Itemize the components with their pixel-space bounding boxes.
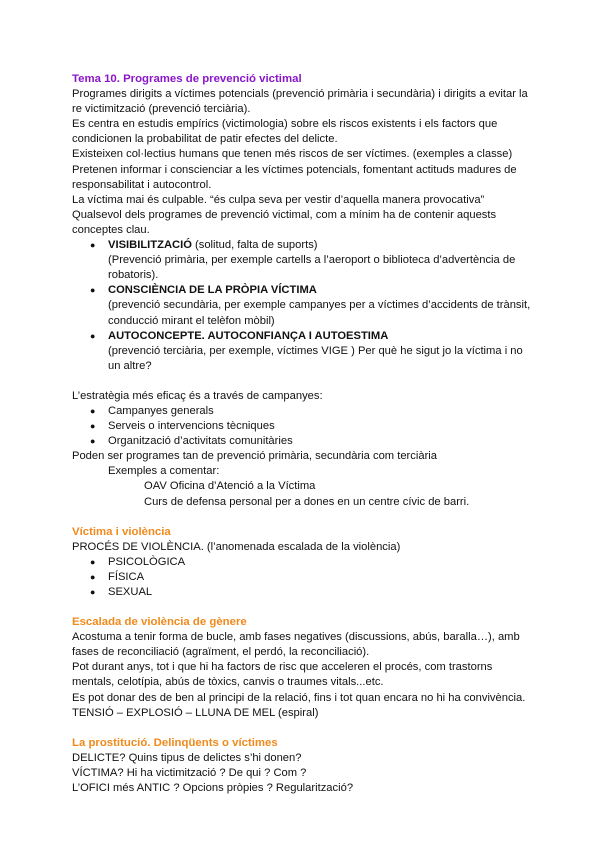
list-item bbox=[72, 283, 532, 298]
paragraph: Acostuma a tenir forma de bucle, amb fases negatives (discussions, abús, baralla…), amb fases de reconciliació (agraïment, el perdó, la reconciliació). bbox=[72, 631, 520, 659]
list-item bbox=[72, 419, 532, 434]
bullet-icon: ● bbox=[90, 330, 96, 341]
concept-label: VISIBILITZACIÓ bbox=[108, 239, 192, 252]
bullet-icon: ● bbox=[90, 421, 96, 432]
list-item bbox=[72, 329, 532, 344]
document-content bbox=[72, 72, 532, 796]
bullet-icon: ● bbox=[90, 571, 96, 582]
section-title-violence: Víctima i violència bbox=[72, 525, 171, 538]
concept-suffix: (solitud, falta de suports) bbox=[191, 239, 318, 252]
list-item bbox=[72, 555, 532, 570]
bullet-icon: ● bbox=[90, 556, 96, 567]
list-item-text: PSICOLÒGICA bbox=[108, 555, 186, 568]
bullet-icon: ● bbox=[90, 587, 96, 597]
example-item: OAV Oficina d’Atenció a la Víctima bbox=[144, 480, 316, 493]
list-item-text: Serveis o intervencions tècniques bbox=[108, 420, 275, 433]
section-title-escalation: Escalada de violència de gènere bbox=[72, 616, 247, 629]
spacer bbox=[72, 510, 532, 525]
paragraph: L’estratègia més eficaç és a través de campanyes: bbox=[72, 389, 323, 402]
concept-detail: (Prevenció primària, per exemple cartells a l’aeroport o biblioteca d’advertència de robatoris). bbox=[108, 254, 516, 282]
spacer bbox=[72, 721, 532, 736]
list-item-text: FÍSICA bbox=[108, 570, 145, 583]
paragraph: TENSIÓ – EXPLOSIÓ – LLUNA DE MEL (espiral) bbox=[72, 706, 319, 719]
section-title-prevention: Tema 10. Programes de prevenció victimal bbox=[72, 73, 302, 85]
example-item: Curs de defensa personal per a dones en un centre cívic de barri. bbox=[144, 495, 470, 508]
list-item bbox=[72, 404, 532, 419]
paragraph: Qualsevol dels programes de prevenció victimal, com a mínim ha de contenir aquests conceptes clau. bbox=[72, 208, 497, 236]
list-item-text: Campanyes generals bbox=[108, 404, 214, 417]
paragraph: La víctima mai és culpable. “és culpa seva per vestir d’aquella manera provocativa” bbox=[72, 193, 485, 206]
concept-detail: (prevenció secundària, per exemple campanyes per a víctimes d’accidents de trànsit, conducció mirant el telèfon mòbil) bbox=[108, 299, 531, 327]
paragraph: L’OFICI més ANTIC ? Opcions pròpies ? Regularització? bbox=[72, 782, 354, 795]
examples-label: Exemples a comentar: bbox=[108, 465, 220, 478]
paragraph: DELICTE? Quins tipus de delictes s’hi donen? bbox=[72, 751, 302, 764]
strategy-list bbox=[72, 404, 532, 449]
list-item bbox=[72, 585, 532, 600]
bullet-icon: ● bbox=[90, 285, 96, 296]
bullet-icon: ● bbox=[90, 436, 96, 447]
list-item bbox=[72, 434, 532, 449]
spacer bbox=[72, 600, 532, 615]
paragraph: VÍCTIMA? Hi ha victimització ? De qui ? Com ? bbox=[72, 766, 307, 779]
bullet-icon: ● bbox=[90, 240, 96, 251]
paragraph: Pot durant anys, tot i que hi ha factors de risc que acceleren el procés, com trastorns mentals, celotípia, abús de tòxics, canvis o traumes vitals...etc. bbox=[72, 661, 493, 689]
concept-detail: (prevenció terciària, per exemple, víctimes VIGE ) Per què he sigut jo la víctima i no un altre? bbox=[108, 344, 523, 372]
list-item-text: Organització d’activitats comunitàries bbox=[108, 435, 293, 448]
paragraph: Existeixen col·lectius humans que tenen més riscos de ser víctimes. (exemples a classe) bbox=[72, 148, 513, 161]
list-item-text: SEXUAL bbox=[108, 586, 153, 598]
paragraph: Programes dirigits a víctimes potencials (prevenció primària i secundària) i dirigits a evitar la re victimització (prevenció terciària). bbox=[72, 88, 528, 116]
paragraph: Es centra en estudis empírics (victimologia) sobre els riscos existents i els factors que condicionen la probabilitat de patir efectes del delicte. bbox=[72, 118, 498, 146]
concept-label: AUTOCONCEPTE. AUTOCONFIANÇA I AUTOESTIMA bbox=[108, 329, 389, 342]
paragraph: PROCÉS DE VIOLÈNCIA. (l’anomenada escalada de la violència) bbox=[72, 540, 401, 553]
list-item bbox=[72, 570, 532, 585]
bullet-icon: ● bbox=[90, 405, 96, 416]
paragraph: Poden ser programes tan de prevenció primària, secundària com terciària bbox=[72, 450, 438, 463]
paragraph: Es pot donar des de ben al principi de la relació, fins i tot quan encara no hi ha convivència. bbox=[72, 691, 526, 704]
paragraph: Pretenen informar i conscienciar a les víctimes potencials, fomentant actituds madures de responsabilitat i autocontrol. bbox=[72, 163, 517, 191]
section-title-prostitution: La prostitució. Delinqüents o víctimes bbox=[72, 736, 278, 749]
key-concepts-list-2 bbox=[72, 283, 532, 298]
key-concepts-list-3 bbox=[72, 329, 532, 344]
violence-types-list bbox=[72, 555, 532, 600]
spacer bbox=[72, 374, 532, 389]
list-item bbox=[72, 238, 532, 253]
key-concepts-list bbox=[72, 238, 532, 253]
concept-label: CONSCIÈNCIA DE LA PRÒPIA VÍCTIMA bbox=[108, 284, 317, 297]
